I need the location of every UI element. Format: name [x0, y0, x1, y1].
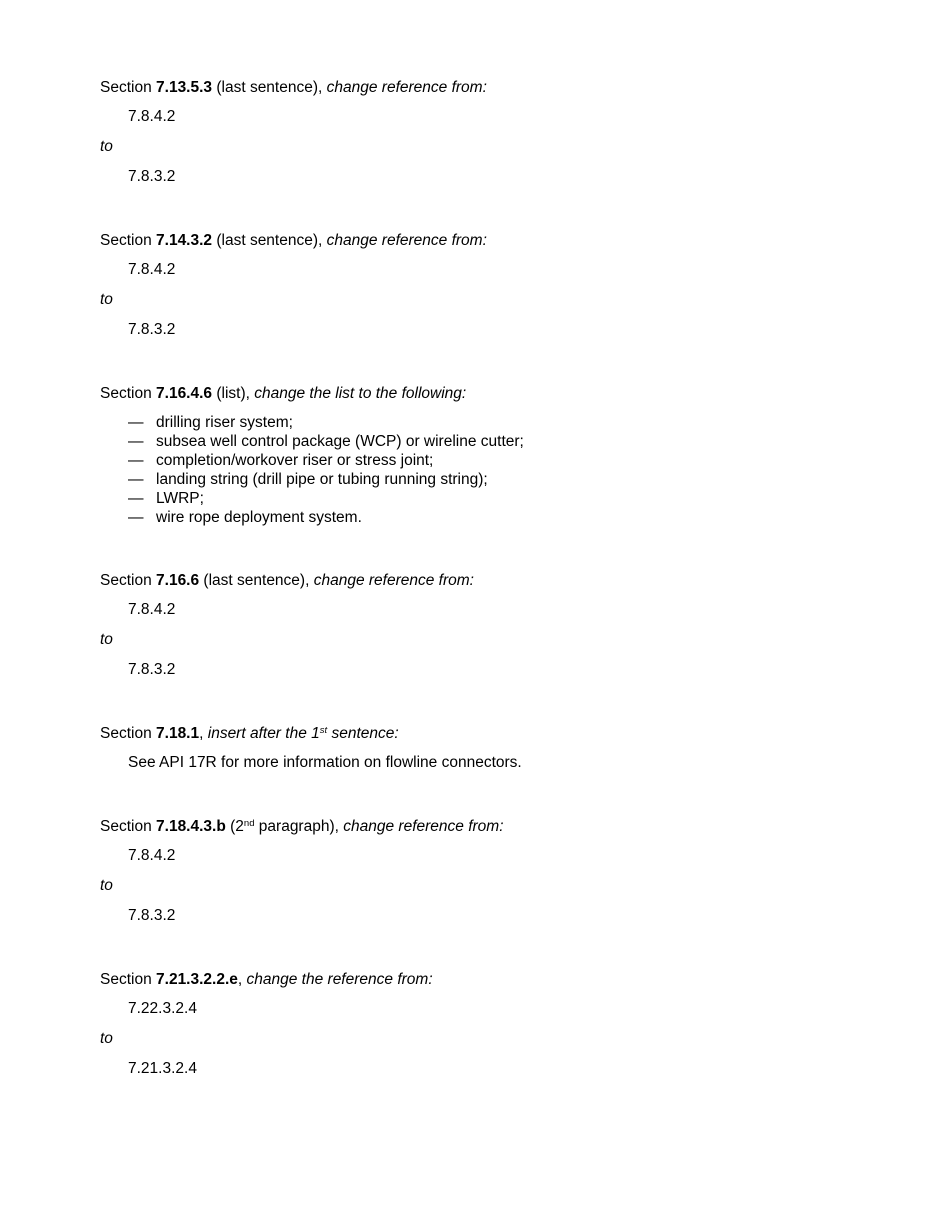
reference-from-value: 7.8.4.2 — [128, 261, 176, 278]
section-instruction: change the list to the following: — [254, 385, 467, 402]
section-heading — [100, 78, 860, 98]
list-item-label: drilling riser system; — [156, 414, 293, 431]
section-number: 7.21.3.2.2.e — [156, 971, 238, 988]
reference-to-value: 7.21.3.2.4 — [128, 1060, 197, 1077]
reference-from-value: 7.8.4.2 — [128, 108, 176, 125]
list-item — [128, 432, 860, 451]
section-instruction: change reference from: — [326, 232, 487, 249]
section-qualifier: , — [237, 971, 243, 988]
amendment-block-7-18-1 — [100, 724, 860, 773]
document-content — [100, 78, 860, 1123]
list-item-label: landing string (drill pipe or tubing running string); — [156, 471, 488, 488]
inserted-sentence: See API 17R for more information on flowline connectors. — [128, 754, 522, 771]
section-number: 7.13.5.3 — [156, 79, 213, 96]
section-instruction: change the reference from: — [246, 971, 433, 988]
instruction-text-post: sentence: — [327, 725, 399, 742]
section-qualifier: (last sentence), — [199, 572, 310, 589]
section-heading — [100, 571, 860, 591]
ordinal-suffix: st — [319, 725, 328, 736]
reference-from-value: 7.8.4.2 — [128, 847, 176, 864]
reference-to-value: 7.8.3.2 — [128, 661, 176, 678]
list-item-label: wire rope deployment system. — [156, 509, 362, 526]
list-item — [128, 451, 860, 470]
list-item — [128, 489, 860, 508]
section-number: 7.16.6 — [156, 572, 200, 589]
section-qualifier: , — [199, 725, 204, 742]
section-label: Section — [100, 818, 152, 835]
reference-to-value: 7.8.3.2 — [128, 907, 176, 924]
section-qualifier — [226, 818, 339, 835]
section-label: Section — [100, 385, 152, 402]
em-dash-bullet-icon: — — [128, 452, 143, 469]
amendment-block-7-16-4-6 — [100, 384, 860, 527]
section-heading — [100, 724, 860, 744]
em-dash-bullet-icon: — — [128, 490, 143, 507]
reference-to-value: 7.8.3.2 — [128, 321, 176, 338]
reference-connector: to — [100, 138, 113, 155]
section-instruction: change reference from: — [343, 818, 504, 835]
amendment-block-7-14-3-2 — [100, 231, 860, 340]
reference-to-value: 7.8.3.2 — [128, 168, 176, 185]
reference-connector: to — [100, 291, 113, 308]
list-item-label: LWRP; — [156, 490, 204, 507]
section-qualifier: (last sentence), — [212, 79, 323, 96]
section-instruction — [208, 725, 399, 742]
section-instruction: change reference from: — [313, 572, 474, 589]
section-instruction: change reference from: — [326, 79, 487, 96]
list-item — [128, 413, 860, 432]
list-item-label: completion/workover riser or stress joint; — [156, 452, 434, 469]
section-heading — [100, 384, 860, 404]
section-label: Section — [100, 572, 152, 589]
section-label: Section — [100, 79, 152, 96]
em-dash-bullet-icon: — — [128, 414, 143, 431]
em-dash-bullet-icon: — — [128, 471, 143, 488]
section-label: Section — [100, 232, 152, 249]
em-dash-bullet-icon: — — [128, 433, 143, 450]
reference-connector: to — [100, 877, 113, 894]
section-number: 7.18.4.3.b — [156, 818, 226, 835]
section-label: Section — [100, 971, 152, 988]
reference-from-value: 7.22.3.2.4 — [128, 1000, 197, 1017]
dash-list — [100, 413, 860, 527]
section-qualifier: (list), — [212, 385, 250, 402]
list-item — [128, 470, 860, 489]
section-label: Section — [100, 725, 152, 742]
qualifier-text-pre: (2 — [225, 818, 244, 835]
ordinal-suffix: nd — [243, 818, 255, 829]
reference-connector: to — [100, 1030, 113, 1047]
section-number: 7.16.4.6 — [156, 385, 213, 402]
em-dash-bullet-icon: — — [128, 509, 143, 526]
reference-from-value: 7.8.4.2 — [128, 601, 176, 618]
amendment-block-7-21-3-2-2-e — [100, 970, 860, 1079]
section-heading — [100, 970, 860, 990]
qualifier-text-post: paragraph), — [254, 818, 339, 835]
list-item — [128, 508, 860, 527]
section-number: 7.14.3.2 — [156, 232, 213, 249]
instruction-text-pre: insert after the 1 — [207, 725, 320, 742]
reference-connector: to — [100, 631, 113, 648]
amendment-block-7-18-4-3-b — [100, 817, 860, 926]
section-qualifier: (last sentence), — [212, 232, 323, 249]
section-number: 7.18.1 — [156, 725, 200, 742]
section-heading — [100, 231, 860, 251]
list-item-label: subsea well control package (WCP) or wireline cutter; — [156, 433, 524, 450]
section-heading — [100, 817, 860, 837]
amendment-block-7-16-6 — [100, 571, 860, 680]
amendment-block-7-13-5-3 — [100, 78, 860, 187]
